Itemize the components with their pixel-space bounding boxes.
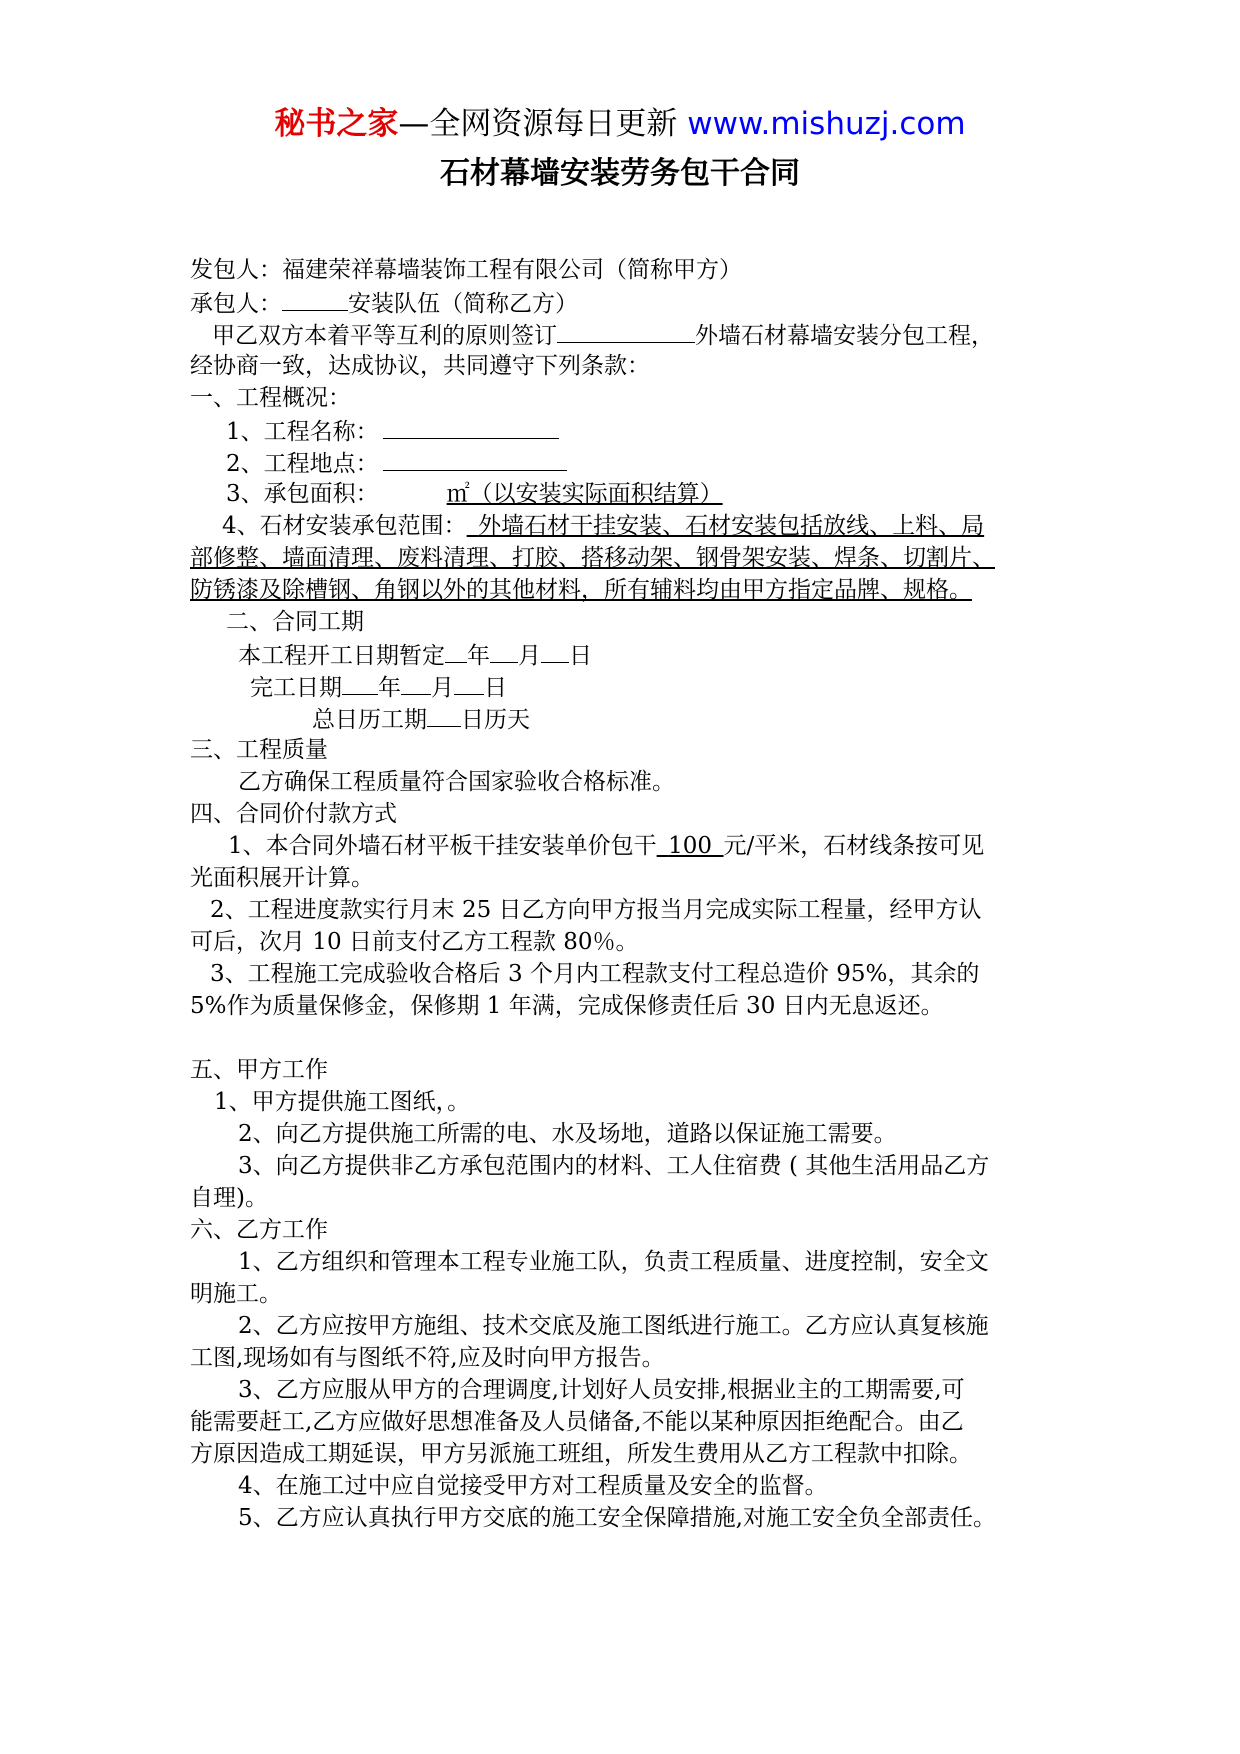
payment-item-3: 3、工程施工完成验收合格后 3 个月内工程款支付工程总造价 95%，其余的 <box>210 961 980 987</box>
scope-line-2: 部修整、墙面清理、废料清理、打胶、搭移动架、钢骨架安装、焊条、切割片、 <box>190 545 995 571</box>
preamble-line-2: 经协商一致，达成协议，共同遵守下列条款： <box>190 353 650 379</box>
section-3-heading: 三、工程质量 <box>190 737 328 763</box>
project-name-label: 1、工程名称： <box>226 419 379 445</box>
scope-text-1: 外墙石材干挂安装、石材安装包括放线、上料、局 <box>478 513 985 539</box>
project-name-field-blank <box>383 414 559 439</box>
payment-item-2: 2、工程进度款实行月末 25 日乙方向甲方报当月完成实际工程量，经甲方认 <box>210 897 982 923</box>
contract-area-value <box>379 481 737 507</box>
employer-line: 发包人：福建荣祥幕墙装饰工程有限公司（简称甲方） <box>190 257 742 283</box>
project-location-line <box>226 446 1126 480</box>
payment-item-1: 1、本合同外墙石材平板干挂安装单价包干 100 元/平米，石材线条按可见 <box>228 833 985 859</box>
party-b-item-3: 3、乙方应服从甲方的合理调度,计划好人员安排,根据业主的工期需要,可 <box>238 1377 965 1403</box>
section-4-heading: 四、合同价付款方式 <box>190 801 397 827</box>
section-5-heading: 五、甲方工作 <box>190 1057 328 1083</box>
quality-text: 乙方确保工程质量符合国家验收合格标准。 <box>238 769 675 795</box>
contractor-suffix: 安装队伍（简称乙方） <box>348 291 578 317</box>
section-2-heading: 二、合同工期 <box>226 609 364 635</box>
contractor-name-blank <box>282 286 348 311</box>
project-location-blank <box>383 446 567 471</box>
party-b-item-3-cont-1: 能需要赶工,乙方应做好思想准备及人员储备,不能以某种原因拒绝配合。由乙 <box>190 1409 964 1435</box>
payment-item-3-cont: 5%作为质量保修金，保修期 1 年满，完成保修责任后 30 日内无息返还。 <box>190 993 944 1019</box>
party-b-item-2: 2、乙方应按甲方施组、技术交底及施工图纸进行施工。乙方应认真复核施 <box>238 1313 989 1339</box>
party-a-item-3-cont: 自理)。 <box>190 1185 268 1211</box>
contract-area-label: 3、承包面积： <box>226 481 379 507</box>
contract-area-line <box>226 478 1126 510</box>
total-duration-line: 总日历工期 日历天 <box>312 702 1212 736</box>
preamble-prefix: 甲乙双方本着平等互利的原则签订 <box>212 323 557 349</box>
preamble-line-1 <box>212 318 1112 352</box>
party-b-item-5: 5、乙方应认真执行甲方交底的施工安全保障措施,对施工安全负全部责任。 <box>238 1505 996 1531</box>
project-location-label: 2、工程地点： <box>226 451 379 477</box>
party-b-item-2-cont: 工图,现场如有与图纸不符,应及时向甲方报告。 <box>190 1345 665 1371</box>
site-banner <box>0 104 1240 144</box>
finish-date-line: 完工日期 年 月 日 <box>250 670 1150 704</box>
party-b-item-1: 1、乙方组织和管理本工程专业施工队，负责工程质量、进度控制，安全文 <box>238 1249 989 1275</box>
project-name-line <box>226 414 1126 448</box>
party-b-item-3-cont-2: 方原因造成工期延误，甲方另派施工班组，所发生费用从乙方工程款中扣除。 <box>190 1441 972 1467</box>
contractor-label: 承包人： <box>190 291 282 317</box>
site-brand: 秘书之家 <box>274 106 399 142</box>
section-1-heading: 一、工程概况： <box>190 385 351 411</box>
contract-area-unit: ㎡（以安装实际面积结算） <box>446 481 723 507</box>
site-slogan: —全网资源每日更新 <box>398 106 678 142</box>
party-a-item-3: 3、向乙方提供非乙方承包范围内的材料、工人住宿费 ( 其他生活用品乙方 <box>238 1153 990 1179</box>
payment-item-2-cont: 可后，次月 10 日前支付乙方工程款 80％。 <box>190 929 639 955</box>
unit-price: 100 <box>668 833 713 859</box>
party-a-item-1: 1、甲方提供施工图纸，。 <box>214 1089 471 1115</box>
section-6-heading: 六、乙方工作 <box>190 1217 328 1243</box>
party-b-item-4: 4、在施工过中应自觉接受甲方对工程质量及安全的监督。 <box>238 1473 828 1499</box>
party-a-item-2: 2、向乙方提供施工所需的电、水及场地，道路以保证施工需要。 <box>238 1121 897 1147</box>
start-date-line: 本工程开工日期暂定 年 月 日 <box>238 638 1138 672</box>
scope-line-3: 防锈漆及除槽钢、角钢以外的其他材料，所有辅料均由甲方指定品牌、规格。 <box>190 577 972 603</box>
document-title: 石材幕墙安装劳务包干合同 <box>440 156 800 191</box>
payment-item-1-cont: 光面积展开计算。 <box>190 865 374 891</box>
scope-line-1 <box>222 510 1122 542</box>
contractor-line <box>190 286 1090 320</box>
preamble-suffix: 外墙石材幕墙安装分包工程， <box>695 323 994 349</box>
party-b-item-1-cont: 明施工。 <box>190 1281 282 1307</box>
scope-label: 4、石材安装承包范围： <box>222 513 467 539</box>
project-name-blank <box>557 318 695 343</box>
site-url-link[interactable]: www.mishuzj.com <box>687 106 966 142</box>
